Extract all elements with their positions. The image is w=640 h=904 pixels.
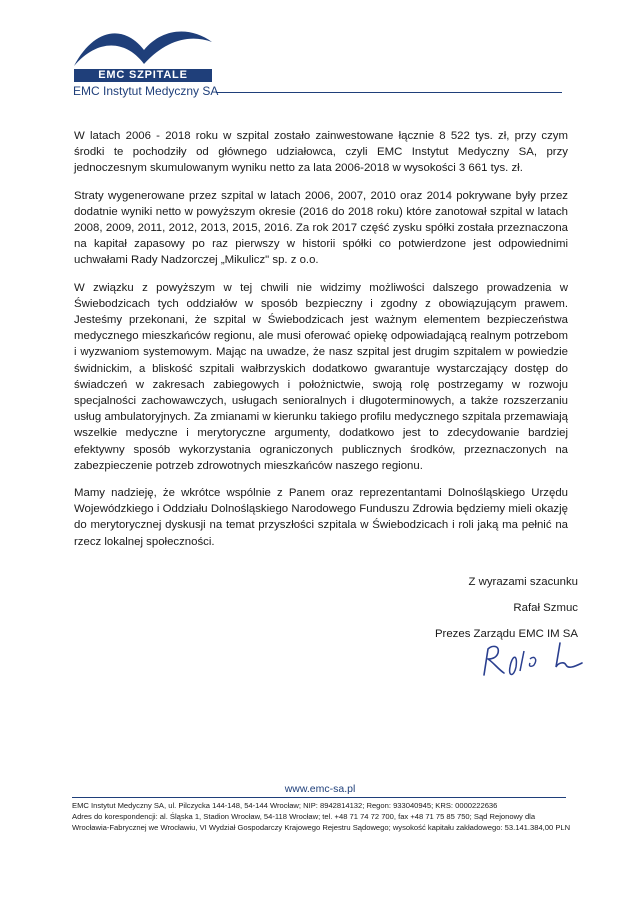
footer-company-info (72, 800, 571, 833)
paragraph: W związku z powyższym w tej chwili nie widzimy możliwości dalszego prowadzenia w Świebodzicach tych oddziałów w sposób bezpieczny i zgodny z obowiązującym prawem. Jesteśmy przekonani, że szpital w Świebodzicach jest ważnym elementem bezpieczeństwa medycznego mieszkańców regionu, ale musi oferować opiekę odpowiadającą realnym potrzebom i wyzwaniom systemowym. Mając na uwadze, że nasz szpital jest drugim szpitalem w powiedzie świdnickim, a bliskość szpitali wałbrzyskich dodatkowo gwarantuje wystarczający dostęp do świadczeń w zakresach zabiegowych i położnictwie, swoją rolę postrzegamy w rozwoju specjalności zachowawczych, usługach senioralnych i długoterminowych, a także rozszerzaniu usług ambulatoryjnych. Za zmianami w kierunku takiego profilu medycznego szpitala przemawiają wszelkie medyczne i merytoryczne argumenty, dodatkowo jest to zdecydowanie bardziej efektywny sposób wykorzystania ograniczonych publicznych środków, przeznaczonych na zabezpieczenie potrzeb zdrowotnych mieszkańców naszego regionu. (74, 281, 568, 472)
paragraph: Mamy nadzieję, że wkrótce wspólnie z Panem oraz reprezentantami Dolnośląskiego Urzędu Wojewódzkiego i Oddziału Dolnośląskiego Narodowego Funduszu Zdrowia będziemy mieli okazję do merytorycznej dyskusji na temat przyszłości szpitala w Świebodzicach i roli jaką ma pełnić na rzecz lokalnej społeczności. (74, 487, 568, 548)
wings-icon (72, 20, 214, 70)
footer-line: Adres do korespondencji: al. Śląska 1, Stadion Wrocław, 54-118 Wrocław; tel. +48 71 74 72 700, fax +48 71 75 85 750; Sąd Rejonowy dla (72, 812, 536, 821)
letter-body (74, 128, 568, 561)
footer-line: EMC Instytut Medyczny SA, ul. Pilczycka 144-148, 54-144 Wrocław; NIP: 8942814132; Regon: 933040945; KRS: 0000222636 (72, 801, 498, 810)
closing-regards: Z wyrazami szacunku (468, 576, 578, 588)
paragraph: Straty wygenerowane przez szpital w latach 2006, 2007, 2010 oraz 2014 pokrywane były przez dodatnie wyniki netto w powyższym okresie (2016 do 2018 roku) które zanotował szpital w latach 2008, 2009, 2011, 2012, 2013, 2015, 2016. Za rok 2017 część zysku spółki została przeznaczona na kapitał zapasowy po raz pierwszy w historii spółki co potwierdzone jest odpowiednimi uchwałami Rady Nadzorczej „Mikulicz" sp. z o.o. (74, 189, 568, 267)
signatory-title: Prezes Zarządu EMC IM SA (434, 628, 578, 640)
company-name: EMC Instytut Medyczny SA (73, 84, 219, 98)
footer-divider (72, 797, 566, 798)
company-logo (72, 20, 219, 110)
header-divider (216, 92, 562, 93)
logo-bar-text: EMC SZPITALE (74, 69, 212, 82)
footer-website[interactable]: www.emc-sa.pl (284, 783, 356, 795)
paragraph: W latach 2006 - 2018 roku w szpital zostało zainwestowane łącznie 8 522 tys. zł, przy czym środki te pochodziły od głównego udziałowca, czyli EMC Instytut Medyczny SA, przy jednoczesnym skumulowanym wyniku netto za lata 2006-2018 w wysokości 3 661 tys. zł. (74, 130, 568, 175)
signatory-name: Rafał Szmuc (513, 602, 578, 614)
handwritten-signature (478, 637, 588, 681)
footer-line: Wrocławia-Fabrycznej we Wrocławiu, VI Wydział Gospodarczy Krajowego Rejestru Sądowego; wysokość kapitału zakładowego: 53.141.384,00 PLN (72, 823, 571, 832)
